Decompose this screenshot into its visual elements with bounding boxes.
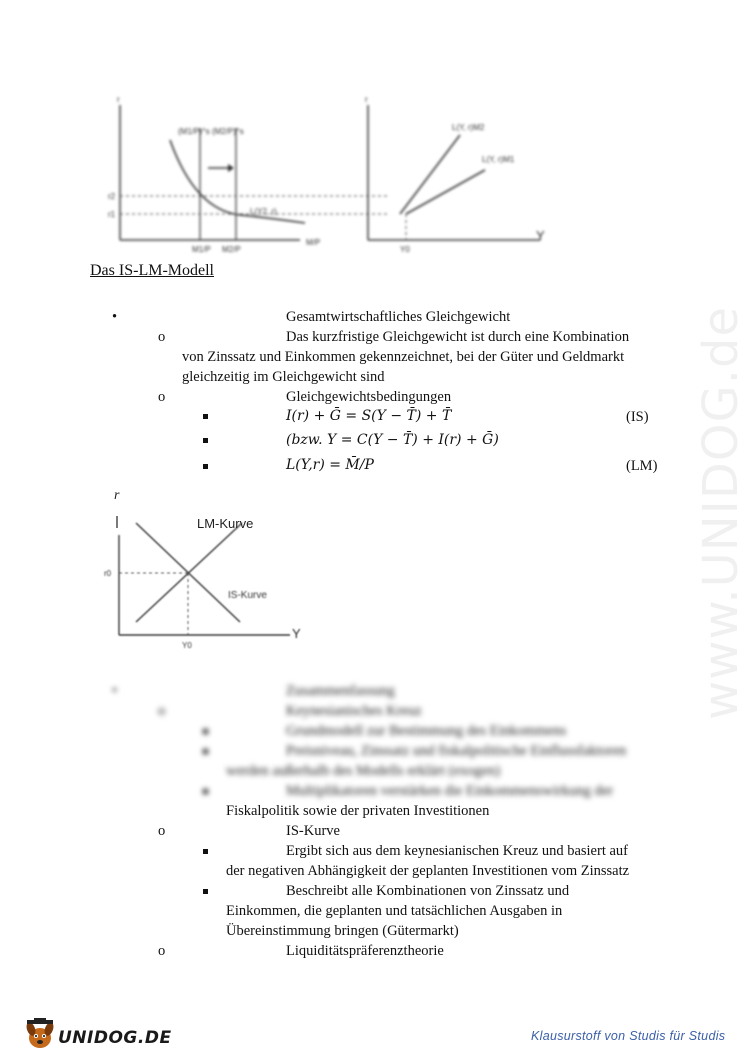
- sub-marker: o: [158, 329, 166, 345]
- left-x-tick-2: M2/P: [222, 245, 241, 254]
- sub-marker: o: [158, 703, 166, 719]
- square-bullet: [203, 464, 208, 469]
- right-x-tick: Y0: [400, 245, 410, 254]
- right-lm-derivation-graph: [365, 95, 545, 254]
- right-line-label-2: L(Y, r)M1: [482, 155, 515, 164]
- list-item: Grundmodell zur Bestimmung des Einkommens: [286, 723, 567, 739]
- is-equation: I(r) + Ḡ = S(Y − T̄) + T̄: [286, 408, 452, 424]
- unidog-logo[interactable]: [22, 1018, 182, 1052]
- left-r-tick-2: r1: [108, 210, 116, 219]
- list-item: werden außerhalb des Modells erklärt (exogen): [226, 763, 501, 779]
- sub-marker: o: [158, 823, 166, 839]
- square-bullet: [203, 789, 208, 794]
- left-r-tick-1: r2: [108, 192, 116, 201]
- left-curve-top-label: (M1/P)^s (M2/P)^s: [178, 127, 244, 136]
- square-bullet: [203, 749, 208, 754]
- is-alt-equation: (bzw. Y = C(Y − T̄) + I(r) + Ḡ): [286, 432, 499, 448]
- square-bullet: [203, 849, 208, 854]
- square-bullet: [203, 889, 208, 894]
- watermark-text: www.UNIDOG.de: [693, 305, 749, 720]
- square-bullet: [203, 438, 208, 443]
- islm-y-axis-label: r: [114, 488, 120, 503]
- subsection-title: IS-Kurve: [286, 823, 340, 839]
- right-line-label-1: L(Y, r)M2: [452, 123, 485, 132]
- left-x-tick-1: M1/P: [192, 245, 211, 254]
- islm-diagram: [100, 480, 330, 660]
- islm-r-tick: r0: [104, 569, 112, 578]
- left-money-market-graph: [108, 95, 390, 254]
- list-item-continuation: der negativen Abhängigkeit der geplanten Investitionen vom Zinssatz: [226, 863, 630, 879]
- islm-x-axis-label: Y: [292, 626, 301, 641]
- islm-x-tick: Y0: [182, 641, 192, 650]
- lm-equation-tag: (LM): [626, 458, 658, 474]
- paragraph-line: Das kurzfristige Gleichgewicht ist durch eine Kombination: [286, 329, 630, 345]
- square-bullet: [203, 729, 208, 734]
- subsection-title: Gleichgewichtsbedingungen: [286, 389, 452, 405]
- is-curve-label: IS-Kurve: [228, 590, 267, 601]
- list-item: Preisniveau, Zinssatz und fiskalpolitische Einflussfaktoren: [286, 743, 627, 759]
- dog-mascot-icon: [22, 1018, 58, 1052]
- lm-equation: L(Y,r) = M̄/P: [286, 457, 374, 473]
- list-item: Ergibt sich aus dem keynesianischen Kreuz und basiert auf: [286, 843, 628, 859]
- lm-curve-label: LM-Kurve: [197, 516, 254, 531]
- square-bullet: [203, 414, 208, 419]
- is-equation-tag: (IS): [626, 409, 649, 425]
- subsection-title: Liquiditätspräferenztheorie: [286, 943, 444, 959]
- right-graph-y-label: r: [365, 95, 368, 104]
- section-title: Gesamtwirtschaftliches Gleichgewicht: [286, 309, 511, 325]
- list-item-continuation: Übereinstimmung bringen (Gütermarkt): [226, 923, 459, 939]
- subsection-title: Keynesianisches Kreuz: [286, 703, 422, 719]
- sub-marker: o: [158, 389, 166, 405]
- paragraph-line: von Zinssatz und Einkommen gekennzeichnet, bei der Güter und Geldmarkt: [182, 349, 625, 365]
- list-item: Multiplikatoren verstärken die Einkommenswirkung der: [286, 783, 613, 799]
- page-title: Das IS-LM-Modell: [90, 262, 214, 279]
- right-x-axis-label: Y: [536, 228, 545, 243]
- logo-text: UNIDOG.DE: [58, 1028, 172, 1048]
- list-item-continuation: Einkommen, die geplanten und tatsächlichen Ausgaben in: [226, 903, 563, 919]
- left-graph-y-label: r: [117, 95, 120, 104]
- sub-marker: o: [158, 943, 166, 959]
- section-title: Zusammenfassung: [286, 683, 395, 699]
- left-curve-right-label: L(Y2, r): [250, 207, 277, 216]
- footer-tagline: Klausurstoff von Studis für Studis: [531, 1029, 726, 1043]
- top-figures: [100, 90, 580, 260]
- list-item: Beschreibt alle Kombinationen von Zinssatz und: [286, 883, 570, 899]
- paragraph-line: gleichzeitig im Gleichgewicht sind: [182, 369, 385, 385]
- left-x-axis-label: M/P: [306, 238, 321, 247]
- bullet-marker: •: [112, 683, 118, 699]
- bullet-marker: •: [112, 309, 118, 325]
- list-item-continuation: Fiskalpolitik sowie der privaten Investitionen: [226, 803, 490, 819]
